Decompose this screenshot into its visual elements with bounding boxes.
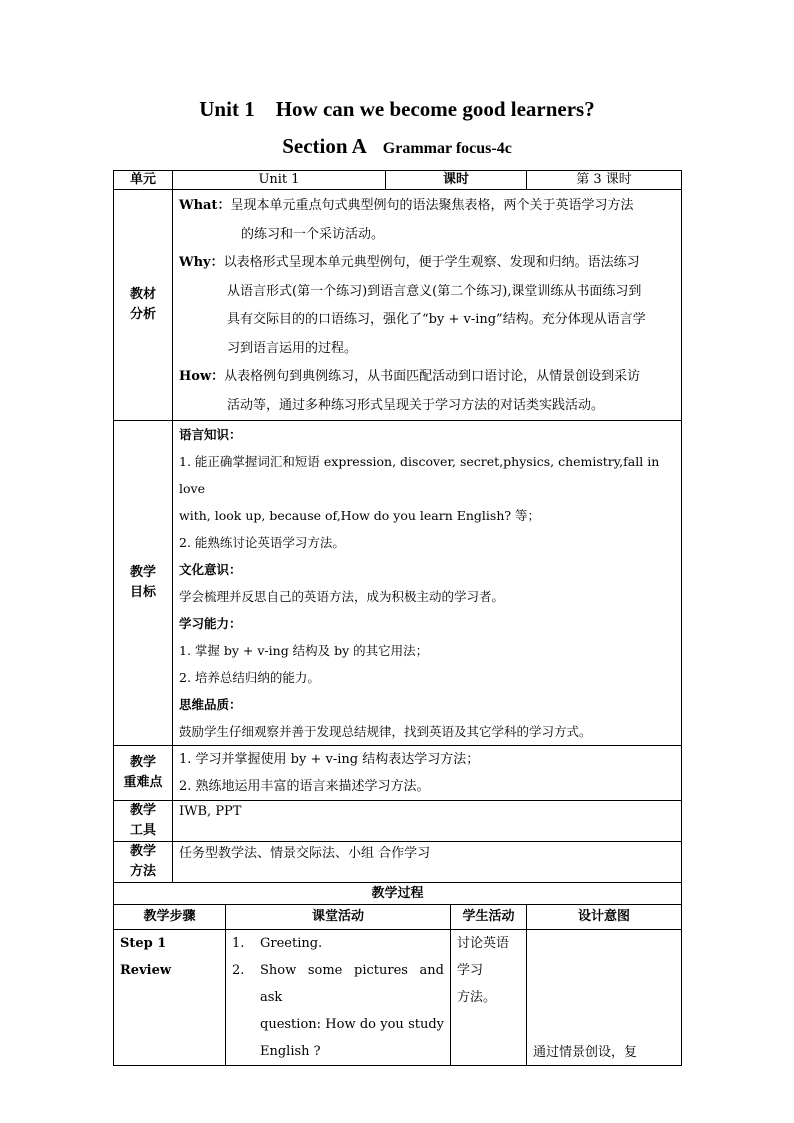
col-activity-header: 课堂活动 [226, 905, 451, 930]
language-heading: 语言知识： [179, 427, 242, 442]
analysis-content [173, 190, 682, 421]
process-heading: 教学过程 [114, 883, 682, 905]
step1-label: Step 1 Review [114, 930, 226, 1066]
tools-label: 教学 工具 [114, 801, 173, 842]
process-heading-row [114, 883, 682, 905]
what-paragraph: What：呈现本单元重点句式典型例句的语法聚焦表格，两个关于英语学习方法 [179, 198, 634, 213]
lesson-plan-table [113, 170, 682, 1066]
thinking-heading: 思维品质： [179, 697, 242, 712]
key-points-row [114, 746, 682, 801]
document-subtitle: Section A Grammar focus-4c [282, 134, 512, 158]
step1-row [114, 930, 682, 1066]
activity-item-2: 2. Show some pictures and ask question: How do you study English ? [232, 963, 444, 1059]
why-line4: 习到语言运用的过程。 [227, 340, 358, 356]
why-line2: 从语言形式(第一个练习)到语言意义(第二个练习),课堂训练从书面练习到 [227, 283, 642, 299]
col-student-header: 学生活动 [451, 905, 527, 930]
how-paragraph: How：从表格例句到典例练习，从书面匹配活动到口语讨论，从情景创设到采访 [179, 369, 641, 384]
key-points-label: 教学 重难点 [114, 746, 173, 801]
analysis-label: 教材 分析 [114, 190, 173, 421]
language-item-2: 2. 能熟练讨论英语学习方法。 [179, 535, 345, 550]
objectives-row [114, 421, 682, 746]
thinking-text: 鼓励学生仔细观察并善于发现总结规律，找到英语及其它学科的学习方式。 [179, 724, 592, 739]
objectives-label: 教学 目标 [114, 421, 173, 746]
culture-text: 学会梳理并反思自己的英语方法，成为积极主动的学习者。 [179, 589, 505, 604]
culture-heading: 文化意识： [179, 562, 242, 577]
process-header-row [114, 905, 682, 930]
period-value: 第 3 课时 [527, 171, 682, 190]
period-label: 课时 [386, 171, 527, 190]
unit-label: 单元 [114, 171, 173, 190]
key-point-2: 2. 熟练地运用丰富的语言来描述学习方法。 [179, 779, 430, 794]
step1-design-intent: 通过情景创设，复 [527, 930, 682, 1066]
key-point-1: 1. 学习并掌握使用 by + v-ing 结构表达学习方法； [179, 752, 480, 767]
language-item-1-line2: with, look up, because of,How do you learn English? 等； [179, 508, 541, 523]
unit-value: Unit 1 [173, 171, 386, 190]
col-design-header: 设计意图 [527, 905, 682, 930]
language-item-1-line1: 1. 能正确掌握词汇和短语 expression, discover, secret,physics, chemistry,fall in love [179, 454, 660, 496]
methods-label: 教学 方法 [114, 842, 173, 883]
ability-item-1: 1. 掌握 by + v-ing 结构及 by 的其它用法； [179, 643, 429, 658]
ability-heading: 学习能力： [179, 616, 242, 631]
tools-value: IWB, PPT [173, 801, 682, 842]
analysis-row [114, 190, 682, 421]
methods-row [114, 842, 682, 883]
how-line2: 活动等，通过多种练习形式呈现关于学习方法的对话类实践活动。 [227, 397, 605, 413]
activity-item-1: 1. Greeting. [232, 936, 323, 951]
key-points-content [173, 746, 682, 801]
col-step-header: 教学步骤 [114, 905, 226, 930]
why-paragraph: Why：以表格形式呈现本单元典型例句，便于学生观察、发现和归纳。语法练习 [179, 255, 640, 270]
step1-activity [226, 930, 451, 1066]
tools-row [114, 801, 682, 842]
document-title: Unit 1 How can we become good learners? [199, 97, 595, 121]
ability-item-2: 2. 培养总结归纳的能力。 [179, 670, 320, 685]
step1-student-activity: 讨论英语学习 方法。 [451, 930, 527, 1066]
objectives-content [173, 421, 682, 746]
methods-value: 任务型教学法、情景交际法、小组 合作学习 [173, 842, 682, 883]
info-row [114, 171, 682, 190]
why-line3: 具有交际目的的口语练习，强化了“by + v-ing”结构。充分体现从语言学 [227, 312, 646, 327]
what-line2: 的练习和一个采访活动。 [241, 226, 385, 242]
